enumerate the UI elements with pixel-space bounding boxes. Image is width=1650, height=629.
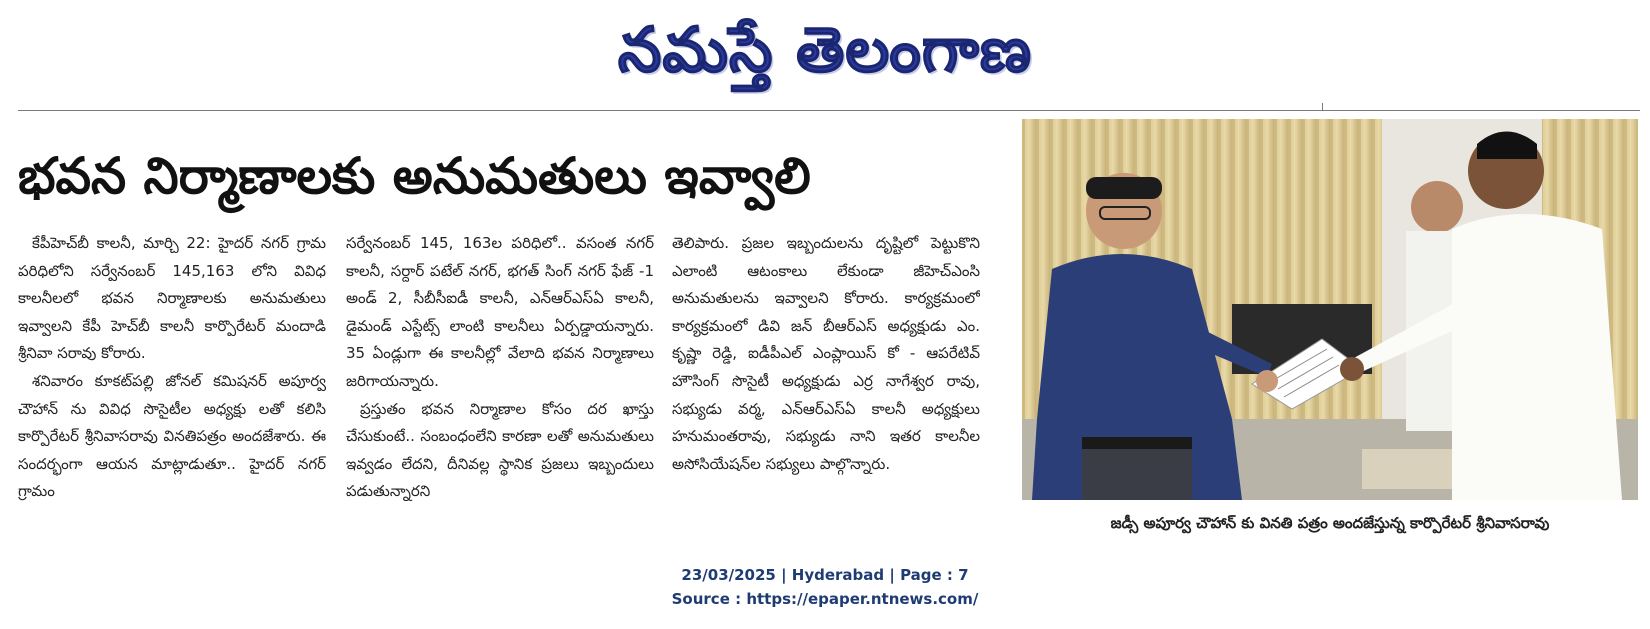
article-paragraph: కేపీహెచ్‌బీ కాలనీ, మార్చి 22: హైదర్‌ నగర్‌ గ్రామ పరిధిలోని సర్వేనంబర్‌ 145,163 లోని వివిధ కాలనీలలో భవన నిర్మాణాలకు అనుమతులు ఇవ్వాలని కేపీ హెచ్‌బీ కాలనీ కార్పొరేటర్‌ మందాడి శ్రీనివా సరావు కోరారు. — [18, 234, 326, 363]
article-paragraph: తెలిపారు. ప్రజల ఇబ్బందులను దృష్టిలో పెట్టుకొని ఎలాంటి ఆటంకాలు లేకుండా జీహెచ్‌ఎంసి అనుమతులను ఇవ్వాలని కోరారు. కార్యక్రమంలో కార్యక్రమంలో డివి జన్‌ బీఆర్‌ఎస్‌ అధ్యక్షుడు ఎం. కృష్ణా రెడ్డి, ఐడీపీఎల్‌ ఎంప్లాయిస్‌ కో - ఆపరేటివ్‌ హౌసింగ్‌ సొసైటీ అధ్యక్షుడు ఎర్ర నాగేశ్వర రావు, సభ్యుడు వర్మ, ఎన్‌ఆర్‌ఎస్‌ఏ కాలనీ అధ్యక్షులు హనుమంతరావు, సభ్యుడు నాని ఇతర కాలనీల అసోసియేషన్‌ల సభ్యులు పాల్గొన్నారు. — [672, 234, 980, 473]
newspaper-masthead: నమస్తే తెలంగాణ — [617, 13, 1033, 86]
article-column-3 — [672, 230, 980, 540]
article-column-2 — [346, 230, 654, 540]
news-photo-illustration — [1022, 119, 1638, 500]
masthead-divider — [18, 110, 1640, 111]
article-paragraph: ప్రస్తుతం భవన నిర్మాణాల కోసం దర ఖాస్తు చేసుకుంటే.. సంబంధంలేని కారణా లతో అనుమతులు ఇవ్వడం లేదని, దీనివల్ల స్థానిక ప్రజలు ఇబ్బందులు పడుతున్నారని — [346, 399, 654, 501]
person-right-body — [1452, 214, 1622, 500]
article-paragraph: సర్వేనంబర్‌ 145, 163ల పరిధిలో.. వసంత నగర్‌ కాలనీ, సర్దార్‌ పటేల్‌ నగర్‌, భగత్‌ సింగ్‌ నగర్‌ ఫేజ్‌ -1 అండ్‌ 2, సీబీసీఐడీ కాలనీ, ఎన్‌ఆర్‌ఎస్‌ఏ కాలనీ, డైమండ్‌ ఎస్టేట్స్‌ లాంటి కాలనీలు ఏర్పడ్డాయన్నారు. 35 ఏండ్లుగా ఈ కాలనీల్లో వేలాది భవన నిర్మాణాలు జరిగాయన్నారు. — [346, 234, 654, 390]
photo-caption: జడ్సీ అపూర్వ చౌహాన్‌ కు వినతి పత్రం అందజేస్తున్న కార్పొరేటర్‌ శ్రీనివాసరావు — [1110, 514, 1550, 532]
person-middle-head — [1411, 181, 1463, 233]
news-photo — [1022, 119, 1638, 500]
source-link[interactable]: Source : https://epaper.ntnews.com/ — [671, 590, 979, 608]
article-paragraph: శనివారం కూకట్‌పల్లి జోనల్‌ కమిషనర్‌ అపూర్వ చౌహాన్‌ ను వివిధ సొసైటీల అధ్యక్షు లతో కలిసి కార్పొరేటర్‌ శ్రీనివాసరావు వినతిపత్రం అందజేశారు. ఈ సందర్భంగా ఆయన మాట్లాడుతూ.. హైదర్‌ నగర్‌ గ్రామం — [18, 371, 326, 501]
article-headline: భవన నిర్మాణాలకు అనుమతులు ఇవ్వాలి — [18, 147, 811, 205]
article-column-1 — [18, 230, 326, 540]
page-meta: 23/03/2025 | Hyderabad | Page : 7 — [681, 566, 969, 584]
